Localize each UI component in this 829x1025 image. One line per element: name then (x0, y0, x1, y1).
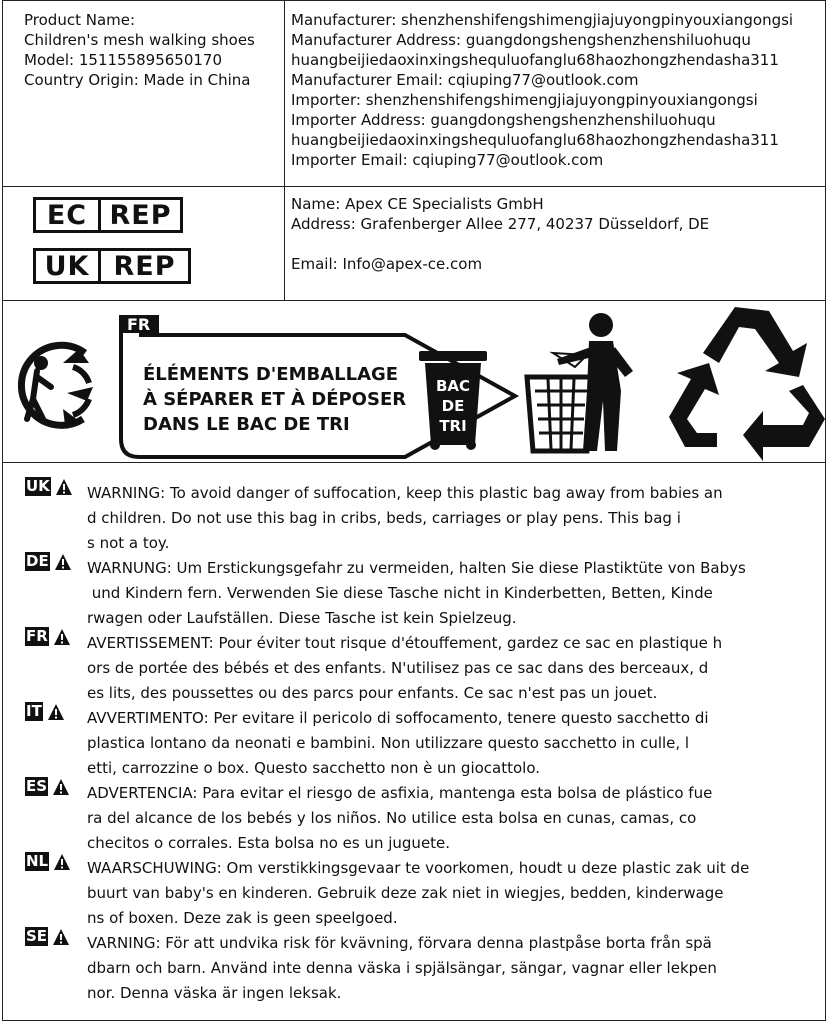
warning-line: buurt van baby's en kinderen. Gebruik deze zak niet in wiegjes, bedden, kinderwage (87, 884, 724, 902)
country-origin: Country Origin: Made in China (24, 71, 251, 89)
triman-line-2: À SÉPARER ET À DÉPOSER (143, 389, 407, 410)
product-label (2, 0, 826, 1021)
warning-line: AVVERTIMENTO: Per evitare il pericolo di soffocamento, tenere questo sacchetto di (87, 709, 709, 727)
rep-address: Address: Grafenberger Allee 277, 40237 Düsseldorf, DE (291, 215, 710, 233)
warning-triangle-icon (52, 928, 70, 946)
manufacturer-address-cont: huangbeijiedaoxinxingshequluofanglu68haozhongzhendasha311 (291, 51, 779, 69)
warning-line: etti, carrozzine o box. Questo sacchetto non è un giocattolo. (87, 759, 541, 777)
representative-section (3, 187, 825, 301)
warning-line: ra del alcance de los bebés y los niños. No utilice esta bolsa en cunas, camas, co (87, 809, 697, 827)
warning-text (87, 931, 717, 1006)
importer-email: Importer Email: cqiuping77@outlook.com (291, 151, 604, 169)
product-info-section (3, 1, 825, 187)
column-divider (284, 1, 285, 186)
language-tag: NL (26, 852, 49, 870)
importer-address: Importer Address: guangdongshengshenzhenshiluohuqu (291, 111, 716, 129)
language-tag: SE (26, 927, 48, 945)
warning-triangle-icon (55, 478, 73, 496)
info-tri-panel (121, 315, 551, 457)
warning-triangle-icon (47, 703, 65, 721)
warning-block-se (3, 913, 825, 1002)
language-tag: ES (26, 777, 48, 795)
warning-line: nor. Denna väska är ingen leksak. (87, 984, 342, 1002)
importer-name: Importer: shenzhenshifengshimengjiajuyongpinyouxiangongsi (291, 91, 758, 109)
language-tag: FR (26, 627, 48, 645)
warning-triangle-icon (53, 853, 71, 871)
warning-block-uk (3, 463, 825, 552)
recycling-section (3, 301, 825, 463)
ec-rep-right: REP (109, 199, 172, 231)
manufacturer-details (291, 10, 793, 170)
product-model: Model: 151155895650170 (24, 51, 223, 69)
triman-line-1: ÉLÉMENTS D'EMBALLAGE (143, 364, 399, 385)
rep-details (291, 194, 709, 274)
warning-line: WAARSCHUWING: Om verstikkingsgevaar te voorkomen, houdt u deze plastic zak uit de (87, 859, 750, 877)
triman-country: FR (127, 315, 151, 334)
product-name-label: Product Name: (24, 11, 136, 29)
tidyman-icon (527, 313, 633, 451)
manufacturer-name: Manufacturer: shenzhenshifengshimengjiajuyongpinyouxiangongsi (291, 11, 794, 29)
warning-block-it (3, 688, 825, 777)
warning-block-nl (3, 838, 825, 927)
ec-rep-left: EC (36, 200, 101, 230)
bin-text-2: DE (441, 397, 465, 415)
triman-icon (21, 345, 93, 425)
triman-line-3: DANS LE BAC DE TRI (143, 414, 350, 435)
warning-line: es lits, des poussettes ou des parcs pour enfants. Ce sac n'est pas un jouet. (87, 684, 658, 702)
warning-line: WARNING: To avoid danger of suffocation, keep this plastic bag away from babies an (87, 484, 723, 502)
uk-rep-left: UK (36, 251, 101, 281)
bin-text-3: TRI (439, 417, 467, 435)
warning-line: WARNUNG: Um Erstickungsgefahr zu vermeiden, halten Sie diese Plastiktüte von Babys (87, 559, 746, 577)
warning-triangle-icon (54, 553, 72, 571)
warning-line: plastica lontano da neonati e bambini. Non utilizzare questo sacchetto in culle, l (87, 734, 690, 752)
warning-line: dbarn och barn. Använd inte denna väska i spjälsängar, sängar, vagnar eller lekpen (87, 959, 717, 977)
warning-line: s not a toy. (87, 534, 170, 552)
uk-rep-logo (33, 248, 191, 284)
manufacturer-address: Manufacturer Address: guangdongshengshenzhenshiluohuqu (291, 31, 751, 49)
bin-text-1: BAC (435, 377, 471, 395)
warning-triangle-icon (53, 628, 71, 646)
warning-line: rwagen oder Laufställen. Diese Tasche ist kein Spielzeug. (87, 609, 517, 627)
warning-block-fr (3, 613, 825, 702)
warning-line: checitos o corrales. Esta bolsa no es un juguete. (87, 834, 451, 852)
warning-block-es (3, 763, 825, 852)
warning-line: ors de portée des bébés et des enfants. N'utilisez pas ce sac dans des berceaux, d (87, 659, 709, 677)
language-tag: UK (26, 477, 50, 495)
product-name: Children's mesh walking shoes (24, 31, 255, 49)
manufacturer-email: Manufacturer Email: cqiuping77@outlook.com (291, 71, 639, 89)
warnings-section (3, 463, 825, 1020)
language-tag: IT (26, 702, 42, 720)
rep-email: Email: Info@apex-ce.com (291, 255, 483, 273)
language-tag: DE (26, 552, 49, 570)
warning-line: ns of boxen. Deze zak is geen speelgoed. (87, 909, 398, 927)
recycling-graphics (3, 301, 825, 463)
column-divider (284, 187, 285, 300)
importer-address-cont: huangbeijiedaoxinxingshequluofanglu68haozhongzhendasha311 (291, 131, 779, 149)
warning-line: AVERTISSEMENT: Pour éviter tout risque d'étouffement, gardez ce sac en plastique h (87, 634, 723, 652)
uk-rep-right: REP (113, 250, 176, 282)
rep-name: Name: Apex CE Specialists GmbH (291, 195, 544, 213)
ec-rep-logo (33, 197, 183, 233)
warning-block-de (3, 538, 825, 627)
recycle-icon (669, 307, 825, 461)
bac-de-tri-bin-icon (419, 351, 487, 450)
product-details (24, 10, 255, 90)
warning-line: VARNING: För att undvika risk för kvävning, förvara denna plastpåse borta från spä (87, 934, 712, 952)
warning-line: d children. Do not use this bag in cribs, beds, carriages or play pens. This bag i (87, 509, 681, 527)
warning-triangle-icon (52, 778, 70, 796)
warning-line: ADVERTENCIA: Para evitar el riesgo de asfixia, mantenga esta bolsa de plástico fue (87, 784, 713, 802)
warning-line: und Kindern fern. Verwenden Sie diese Tasche nicht in Kinderbetten, Betten, Kinde (87, 584, 713, 602)
